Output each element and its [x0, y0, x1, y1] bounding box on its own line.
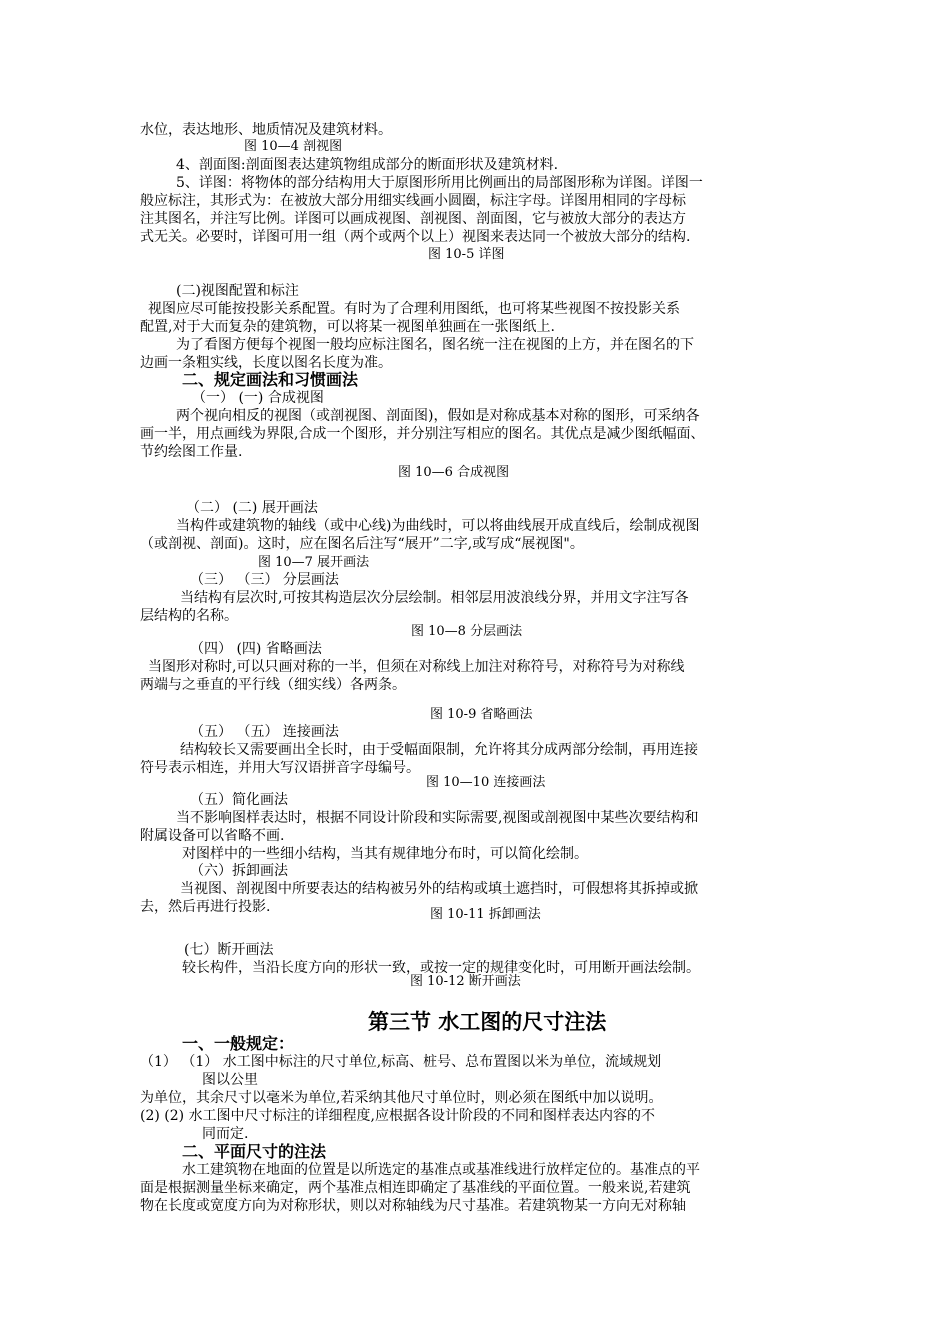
chapter-title: 第三节 水工图的尺寸注法	[368, 1010, 607, 1034]
text-line: 对图样中的一些细小结构，当其有规律地分布时，可以简化绘制。	[182, 846, 588, 862]
text-line: 般应标注，其形式为：在被放大部分用细实线画小圆圈，标注字母。详图用相同的字母标	[140, 193, 686, 209]
section-heading: 二、规定画法和习惯画法	[182, 370, 359, 389]
section-subheading: (二)视图配置和标注	[176, 283, 299, 299]
text-line: （1） （1） 水工图中标注的尺寸单位,标高、桩号、总布置图以米为单位，流域规划	[140, 1054, 662, 1070]
text-line: 附属设备可以省略不画.	[140, 828, 285, 844]
text-line: 画一半，用点画线为界限,合成一个图形，并分别注写相应的图名。其优点是减少图纸幅面、	[140, 426, 705, 442]
text-line: 当图形对称时,可以只画对称的一半，但须在对称线上加注对称符号，对称符号为对称线	[148, 659, 685, 675]
text-line: 当不影响图样表达时，根据不同设计阶段和实际需要,视图或剖视图中某些次要结构和	[176, 810, 699, 826]
text-line: 水位，表达地形、地质情况及建筑材料。	[140, 122, 392, 138]
text-line: 为单位，其余尺寸以毫米为单位,若采纳其他尺寸单位时，则必须在图纸中加以说明。	[140, 1090, 663, 1106]
section-subheading: (七）断开画法	[184, 942, 274, 958]
text-line: （或剖视、剖面)。这时，应在图名后注写“展开”二字,或写成“展视图"。	[140, 536, 584, 552]
text-line: 式无关。必要时，详图可用一组（两个或两个以上）视图来表达同一个被放大部分的结构.	[140, 229, 691, 245]
figure-caption: 图 10-11 拆卸画法	[430, 907, 541, 922]
text-line: 同而定.	[202, 1126, 249, 1142]
text-line: 边画一条粗实线，长度以图名长度为准。	[140, 355, 392, 371]
text-line: (2) (2) 水工图中尺寸标注的详细程度,应根据各设计阶段的不同和图样表达内容的不	[140, 1108, 656, 1124]
text-line: 为了看图方便每个视图一般均应标注图名，图名统一注在视图的上方，并在图名的下	[176, 337, 694, 353]
figure-caption: 图 10—4 剖视图	[244, 139, 343, 154]
figure-caption: 图 10—10 连接画法	[426, 775, 546, 790]
text-line: 视图应尽可能按投影关系配置。有时为了合理利用图纸，也可将某些视图不按投影关系	[148, 301, 680, 317]
section-subheading: （四） (四) 省略画法	[190, 641, 322, 657]
text-line: 较长构件，当沿长度方向的形状一致，或按一定的规律变化时，可用断开画法绘制。	[182, 960, 700, 976]
text-line: 图以公里	[202, 1072, 258, 1088]
text-line: 两个视向相反的视图（或剖视图、剖面图)，假如是对称成基本对称的图形，可采纳各	[176, 408, 700, 424]
text-line: 符号表示相连，并用大写汉语拼音字母编号。	[140, 760, 420, 776]
section-heading: 一、一般规定：	[182, 1034, 295, 1053]
section-subheading: （一） (一) 合成视图	[192, 390, 324, 406]
text-line: 4、剖面图:剖面图表达建筑物组成部分的断面形状及建筑材料.	[176, 157, 559, 173]
text-line: 物在长度或宽度方向为对称形状，则以对称轴线为尺寸基准。若建筑物某一方向无对称轴	[140, 1198, 686, 1214]
text-line: 节约绘图工作量.	[140, 444, 243, 460]
text-line: 两端与之垂直的平行线（细实线）各两条。	[140, 677, 406, 693]
text-line: 当构件或建筑物的轴线（或中心线)为曲线时，可以将曲线展开成直线后，绘制成视图	[176, 518, 700, 534]
text-line: 注其图名，并注写比例。详图可以画成视图、剖视图、剖面图，它与被放大部分的表达方	[140, 211, 686, 227]
figure-caption: 图 10-5 详图	[428, 247, 505, 262]
figure-caption: 图 10—8 分层画法	[411, 624, 523, 639]
text-line: 当结构有层次时,可按其构造层次分层绘制。相邻层用波浪线分界，并用文字注写各	[180, 590, 689, 606]
section-subheading: （二） (二) 展开画法	[186, 500, 318, 516]
figure-caption: 图 10—7 展开画法	[258, 555, 370, 570]
text-line: 水工建筑物在地面的位置是以所选定的基准点或基准线进行放样定位的。基准点的平	[182, 1162, 700, 1178]
section-subheading: （六）拆卸画法	[190, 863, 288, 879]
section-subheading: （五）简化画法	[190, 792, 288, 808]
figure-caption: 图 10-9 省略画法	[430, 707, 533, 722]
section-subheading: （五） （五） 连接画法	[190, 724, 339, 740]
text-line: 当视图、剖视图中所要表达的结构被另外的结构或填土遮挡时，可假想将其拆掉或掀	[180, 881, 698, 897]
section-heading: 二、平面尺寸的注法	[182, 1142, 327, 1161]
figure-caption: 图 10-12 断开画法	[410, 974, 521, 989]
text-line: 配置,对于大而复杂的建筑物，可以将某一视图单独画在一张图纸上.	[140, 319, 555, 335]
text-line: 5、详图：将物体的部分结构用大于原图形所用比例画出的局部图形称为详图。详图一	[176, 175, 703, 191]
text-line: 面是根据测量坐标来确定，两个基准点相连即确定了基准线的平面位置。一般来说,若建筑	[140, 1180, 691, 1196]
text-line: 结构较长又需要画出全长时，由于受幅面限制，允许将其分成两部分绘制，再用连接	[180, 742, 698, 758]
text-line: 去，然后再进行投影.	[140, 899, 271, 915]
text-line: 层结构的名称。	[140, 608, 238, 624]
section-subheading: （三） （三） 分层画法	[190, 572, 339, 588]
figure-caption: 图 10—6 合成视图	[398, 465, 510, 480]
